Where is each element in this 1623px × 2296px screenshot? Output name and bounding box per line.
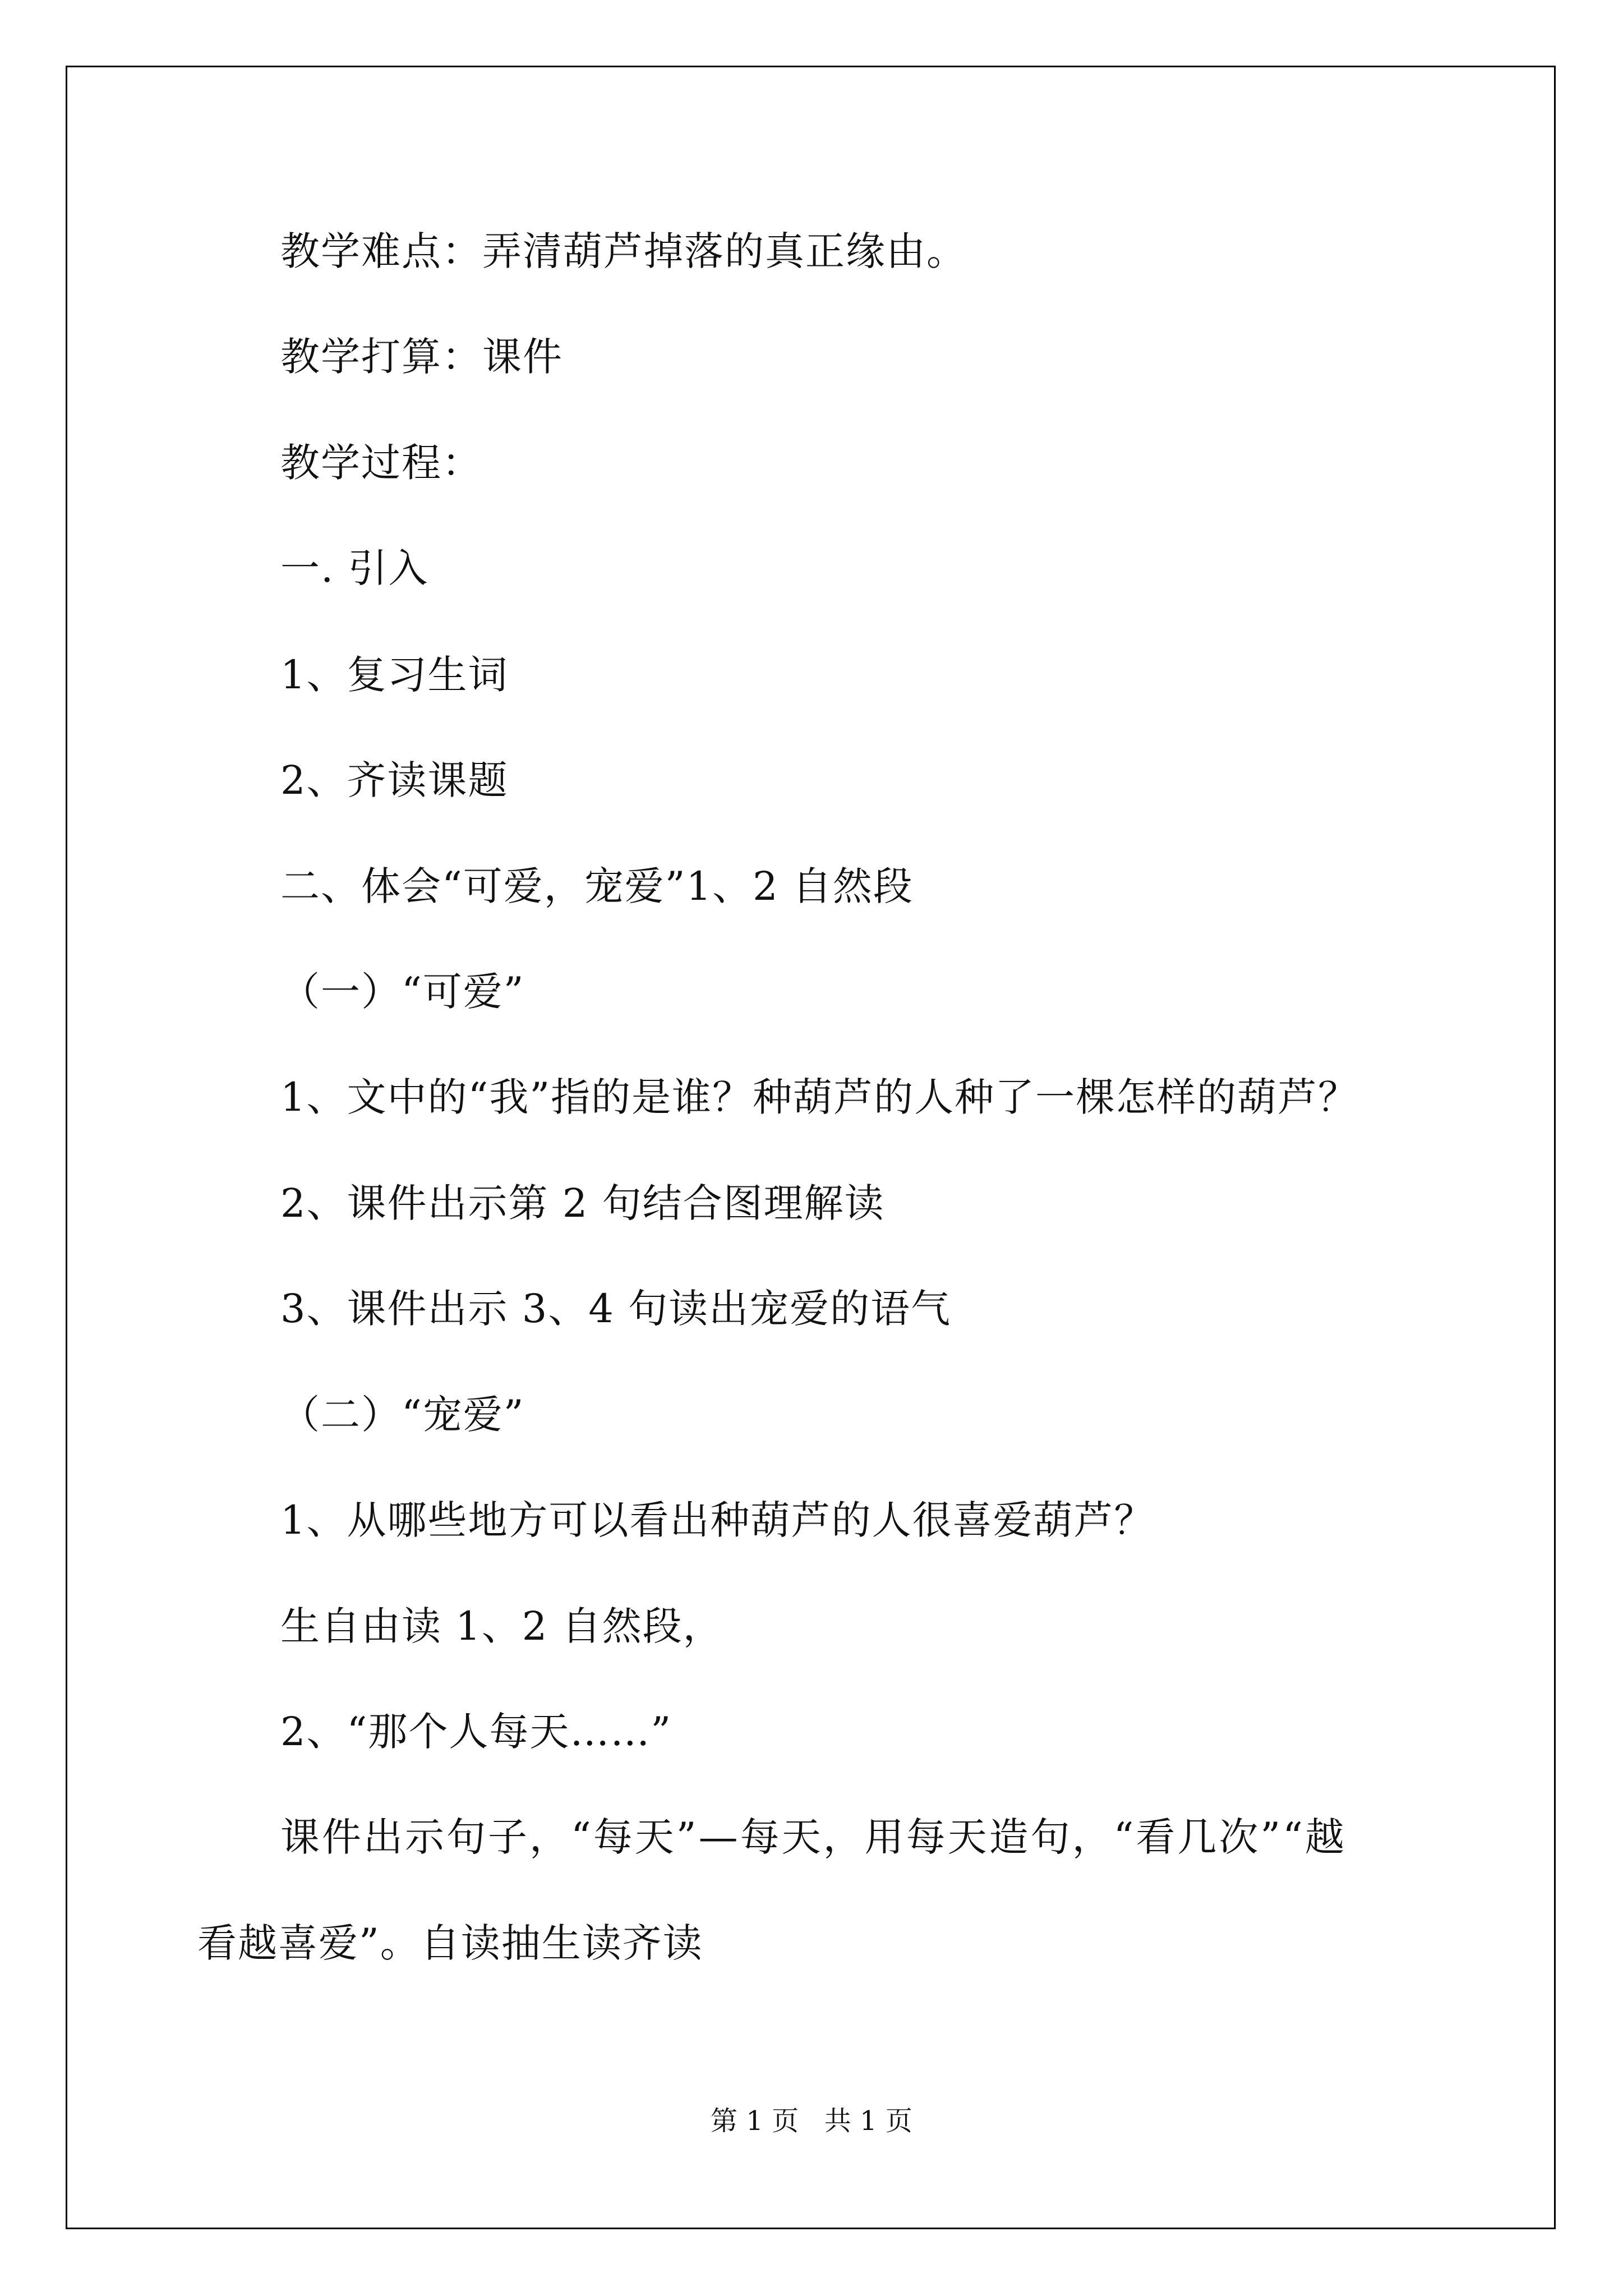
- text-line-sentences-three-four: 3、课件出示 3、4 句读出宠爱的语气: [280, 1286, 952, 1332]
- text-line-difficulty: 教学难点：弄清葫芦掉落的真正缘由。: [280, 228, 967, 274]
- text-line-subsection-doting: （二）“宠爱”: [280, 1392, 525, 1438]
- text-line-question-where: 1、从哪些地方可以看出种葫芦的人很喜爱葫芦？: [280, 1497, 1155, 1543]
- text-line-courseware-sentence: 课件出示句子，“每天”—每天，用每天造句，“看几次”“越: [280, 1814, 1347, 1860]
- text-line-review-words: 1、复习生词: [280, 652, 509, 698]
- text-line-preparation: 教学打算：课件: [280, 334, 563, 380]
- text-line-read-title: 2、齐读课题: [280, 757, 509, 803]
- text-line-subsection-cute: （一）“可爱”: [280, 969, 525, 1015]
- text-line-free-reading: 生自由读 1、2 自然段，: [280, 1603, 723, 1649]
- text-line-question-who: 1、文中的“我”指的是谁？种葫芦的人种了一棵怎样的葫芦？: [280, 1074, 1359, 1120]
- text-line-section-intro: 一. 引入: [280, 545, 429, 591]
- text-line-sentence-two: 2、课件出示第 2 句结合图理解读: [280, 1180, 885, 1226]
- page-number-footer: 第 1 页 共 1 页: [711, 2105, 912, 2137]
- text-line-every-day: 2、“那个人每天……”: [280, 1709, 672, 1755]
- text-line-process-heading: 教学过程：: [280, 440, 482, 486]
- text-line-section-two: 二、体会“可爱，宠爱”1、2 自然段: [280, 863, 914, 909]
- text-line-courseware-sentence-continued: 看越喜爱”。自读抽生读齐读: [197, 1920, 703, 1966]
